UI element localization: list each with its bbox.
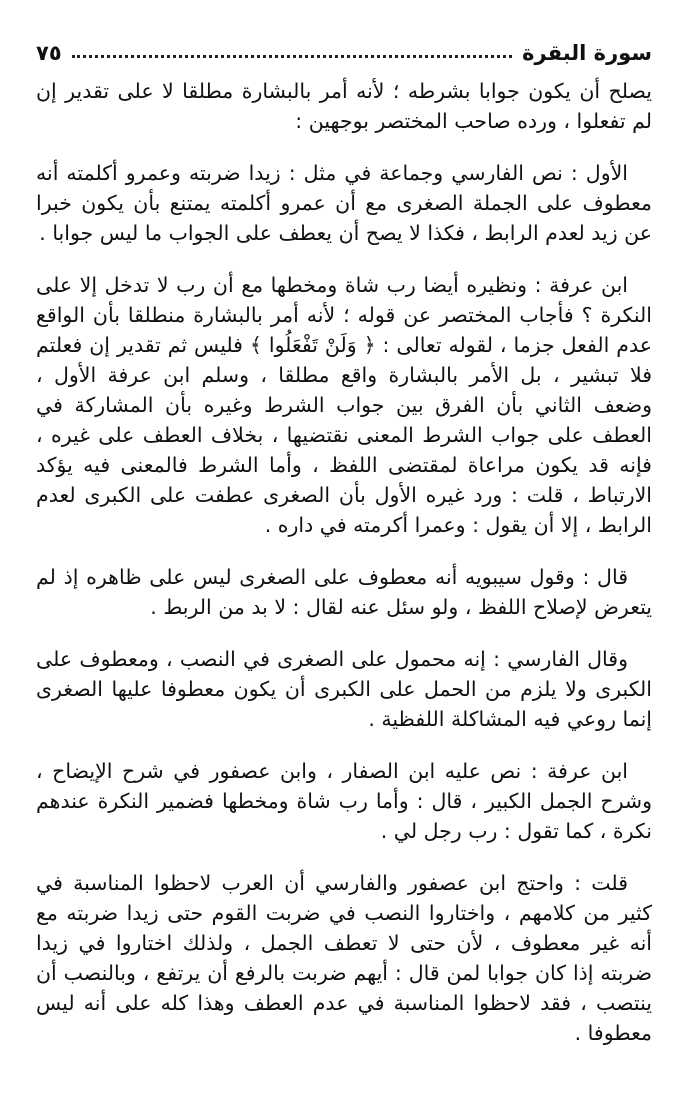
- paragraph: ابن عرفة : نص عليه ابن الصفار ، وابن عصفور في شرح الإيضاح ، وشرح الجمل الكبير ، قال : وأما رب شاة ومخطها فضمير النكرة عندهم نكرة ، كما تقول : رب رجل لي .: [36, 759, 652, 843]
- paragraph: قلت : واحتج ابن عصفور والفارسي أن العرب لاحظوا المناسبة في كثير من كلامهم ، واختاروا النصب في ضربت القوم حتى زيدا ضربته مع أنه غير معطوف ، لأن حتى لا تعطف الجمل ، ولذلك اختاروا في زيدا ضربته إذا كان جوابا لمن قال : أيهم ضربت بالرفع أن يرتفع ، وبالنصب أن ينتصب ، فقد لاحظوا المناسبة في عدم العطف وهذا كله على أنه ليس معطوفا .: [36, 871, 652, 1045]
- paragraph: وقال الفارسي : إنه محمول على الصغرى في النصب ، ومعطوف على الكبرى ولا يلزم من الحمل على الكبرى أن يكون معطوفا عليها الصغرى إنما روعي فيه المشاكلة اللفظية .: [36, 647, 652, 731]
- page-header: [36, 38, 652, 68]
- paragraph: الأول : نص الفارسي وجماعة في مثل : زيدا ضربته وعمرو أكلمته أنه معطوف على الجملة الصغرى مع أن عمرو أكلمته يمتنع بأن يكون خبرا عن زيد لعدم الرابط ، فكذا لا يصح أن يعطف على الجواب ما ليس جوابا .: [36, 161, 652, 245]
- paragraph: يصلح أن يكون جوابا بشرطه ؛ لأنه أمر بالبشارة مطلقا لا على تقدير إن لم تفعلوا ، ورده صاحب المختصر بوجهين :: [36, 79, 652, 133]
- paragraph: قال : وقول سيبويه أنه معطوف على الصغرى ليس على ظاهره إذ لم يتعرض لإصلاح اللفظ ، ولو سئل عنه لقال : لا بد من الربط .: [36, 565, 652, 619]
- surah-title: سورة البقرة: [522, 41, 652, 65]
- page-number: ٧٥: [36, 41, 62, 65]
- page-body: [36, 76, 652, 1070]
- paragraph: ابن عرفة : ونظيره أيضا رب شاة ومخطها مع أن رب لا تدخل إلا على النكرة ؟ فأجاب المختصر عن قوله ؛ لأنه أمر بالبشارة منطلقا بأن الواقع عدم الفعل جزما ، لقوله تعالى : ﴿ وَلَنْ تَفْعَلُوا ﴾ فليس ثم تقدير إن فعلتم فلا تبشير ، بل الأمر بالبشارة واقع مطلقا ، وسلم ابن عرفة الأول ، وضعف الثاني بأن الفرق بين جواب الشرط وغيره بأن المشاركة في العطف على جواب الشرط المعنى نقتضيها ، بخلاف العطف على غيره ، فإنه قد يكون مراعاة لمقتضى اللفظ ، وأما الشرط فالمعنى فيه يؤكد الارتباط ، قلت : ورد غيره الأول بأن الصغرى عطفت على الكبرى لعدم الرابط ، إلا أن يقول : وعمرا أكرمته في داره .: [36, 273, 652, 537]
- header-dotted-leader: [72, 55, 513, 58]
